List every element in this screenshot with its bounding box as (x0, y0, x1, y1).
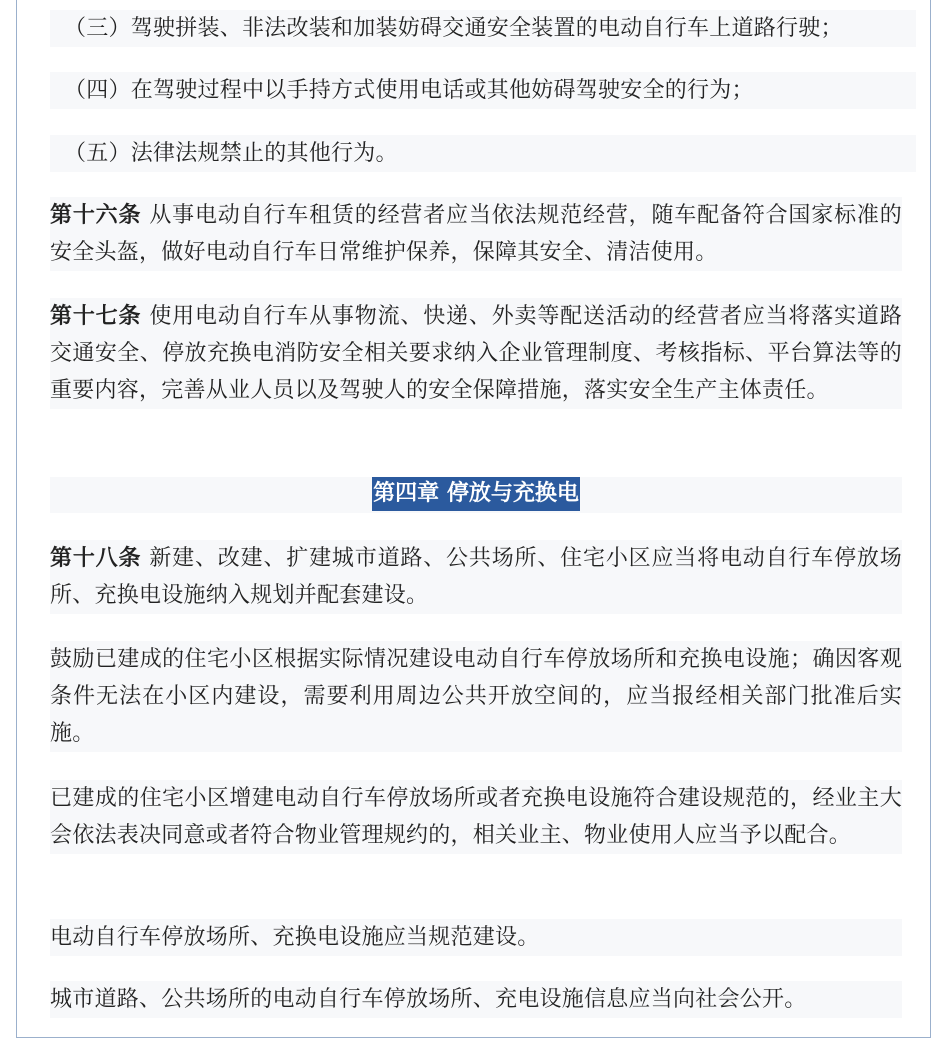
article-16-label: 第十六条 (50, 203, 142, 228)
paragraph-3: 电动自行车停放场所、充换电设施应当规范建设。 (50, 919, 902, 956)
article-17 (50, 298, 902, 409)
article-17-label: 第十七条 (50, 304, 142, 329)
list-item-5: （五）法律法规禁止的其他行为。 (50, 135, 916, 172)
paragraph-2: 已建成的住宅小区增建电动自行车停放场所或者充换电设施符合建设规范的，经业主大会依法表决同意或者符合物业管理规约的，相关业主、物业使用人应当予以配合。 (50, 780, 902, 854)
article-18 (50, 540, 902, 614)
chapter-heading: 第四章 停放与充换电 (372, 477, 580, 511)
paragraph-4: 城市道路、公共场所的电动自行车停放场所、充电设施信息应当向社会公开。 (50, 981, 902, 1018)
paragraph-1: 鼓励已建成的住宅小区根据实际情况建设电动自行车停放场所和充换电设施；确因客观条件无法在小区内建设，需要利用周边公共开放空间的，应当报经相关部门批准后实施。 (50, 641, 902, 752)
chapter-heading-row (50, 477, 902, 513)
article-17-text: 使用电动自行车从事物流、快递、外卖等配送活动的经营者应当将落实道路交通安全、停放充换电消防安全相关要求纳入企业管理制度、考核指标、平台算法等的重要内容，完善从业人员以及驾驶人的安全保障措施，落实安全生产主体责任。 (50, 304, 902, 403)
article-18-label: 第十八条 (50, 546, 142, 571)
article-18-text: 新建、改建、扩建城市道路、公共场所、住宅小区应当将电动自行车停放场所、充换电设施纳入规划并配套建设。 (50, 546, 902, 608)
list-item-4: （四）在驾驶过程中以手持方式使用电话或其他妨碍驾驶安全的行为； (50, 72, 916, 109)
list-item-3: （三）驾驶拼装、非法改装和加装妨碍交通安全装置的电动自行车上道路行驶； (50, 10, 916, 47)
article-16 (50, 197, 902, 271)
article-16-text: 从事电动自行车租赁的经营者应当依法规范经营，随车配备符合国家标准的安全头盔，做好电动自行车日常维护保养，保障其安全、清洁使用。 (50, 203, 902, 265)
